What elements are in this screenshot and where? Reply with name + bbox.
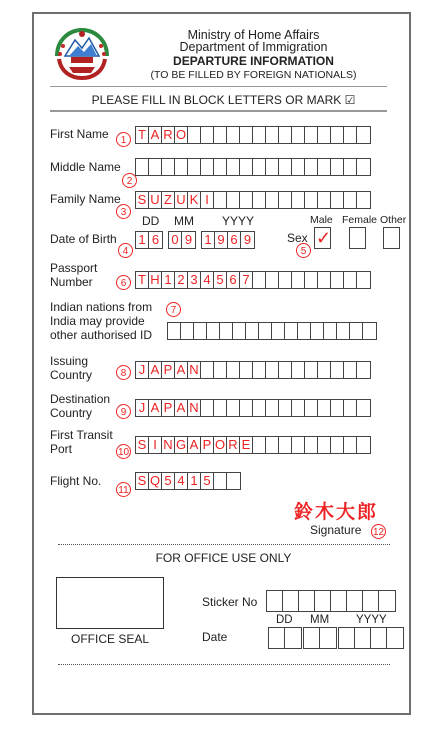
letter-box[interactable]: 0 (169, 232, 182, 248)
middle-name-label: Middle Name (50, 160, 121, 174)
letter-box[interactable] (305, 400, 318, 416)
letter-box[interactable] (162, 159, 175, 175)
letter-box[interactable] (246, 323, 259, 339)
letter-box[interactable] (267, 591, 283, 611)
letter-box[interactable]: N (162, 437, 175, 453)
letter-box[interactable]: 5 (214, 272, 227, 288)
letter-box[interactable] (227, 400, 240, 416)
issuing-country-label-line2: Country (50, 368, 93, 382)
passport-label-line1: Passport (50, 261, 98, 275)
letter-box[interactable] (331, 159, 344, 175)
letter-box[interactable]: A (175, 362, 188, 378)
departure-card (32, 12, 411, 715)
letter-box[interactable] (259, 323, 272, 339)
letter-box[interactable] (318, 192, 331, 208)
first-name-boxes[interactable] (135, 126, 371, 144)
letter-box[interactable] (253, 159, 266, 175)
family-name-boxes[interactable] (135, 191, 371, 209)
letter-box[interactable] (292, 192, 305, 208)
letter-box[interactable] (318, 272, 331, 288)
field-number-4: 4 (118, 243, 133, 258)
letter-box[interactable]: S (136, 192, 149, 208)
letter-box[interactable] (318, 437, 331, 453)
letter-box[interactable]: S (136, 437, 149, 453)
instruction-text: PLEASE FILL IN BLOCK LETTERS OR MARK (91, 93, 342, 107)
letter-box[interactable]: S (136, 473, 149, 489)
letter-box[interactable] (227, 362, 240, 378)
letter-box[interactable] (344, 272, 357, 288)
letter-box[interactable] (292, 272, 305, 288)
letter-box[interactable]: R (162, 127, 175, 143)
letter-box[interactable]: 1 (202, 232, 215, 248)
letter-box[interactable] (279, 127, 292, 143)
letter-box[interactable]: 6 (228, 232, 241, 248)
letter-box[interactable]: 6 (151, 232, 160, 247)
middle-name-boxes[interactable] (135, 158, 371, 176)
sex-label: Sex (287, 231, 308, 245)
letter-box[interactable]: 1 (162, 272, 175, 288)
signature-label: Signature (310, 523, 362, 537)
letter-box[interactable] (207, 323, 220, 339)
letter-box[interactable] (292, 362, 305, 378)
transit-port-boxes[interactable] (135, 436, 371, 454)
indian-id-label-line2: India may provide (50, 314, 145, 328)
letter-box[interactable] (305, 272, 318, 288)
letter-box[interactable]: J (136, 362, 149, 378)
letter-box[interactable]: 1 (188, 473, 201, 489)
office-date-day-boxes[interactable] (268, 627, 302, 649)
indian-id-label-line1: Indian nations from (50, 300, 153, 314)
letter-box[interactable] (240, 192, 253, 208)
letter-box[interactable]: U (149, 192, 162, 208)
office-dd-label: DD (276, 614, 293, 626)
letter-box[interactable] (331, 400, 344, 416)
letter-box[interactable] (253, 272, 266, 288)
letter-box[interactable]: I (201, 192, 214, 208)
letter-box[interactable] (201, 159, 214, 175)
field-number-8: 8 (116, 365, 131, 380)
passport-label-line2: Number (50, 275, 93, 289)
sex-male-label: Male (310, 214, 333, 226)
letter-box[interactable] (175, 159, 188, 175)
letter-box[interactable]: P (162, 400, 175, 416)
letter-box[interactable]: 9 (215, 232, 228, 248)
letter-box[interactable] (214, 362, 227, 378)
letter-box[interactable] (357, 159, 370, 175)
letter-box[interactable]: G (175, 437, 187, 452)
letter-box[interactable]: E (240, 437, 253, 453)
letter-box[interactable] (344, 159, 357, 175)
letter-box[interactable] (201, 127, 214, 143)
letter-box[interactable]: 9 (184, 232, 193, 247)
letter-box[interactable]: 1 (136, 232, 149, 248)
letter-box[interactable] (227, 192, 240, 208)
letter-box[interactable] (240, 159, 253, 175)
letter-box[interactable]: Z (162, 192, 175, 208)
letter-box[interactable] (357, 400, 370, 416)
sex-female-label: Female (342, 214, 378, 226)
letter-box[interactable] (379, 591, 395, 611)
office-seal-label: OFFICE SEAL (70, 632, 150, 646)
dob-day-boxes[interactable] (135, 231, 163, 249)
sex-other-label: Other (380, 214, 407, 226)
letter-box[interactable] (305, 437, 318, 453)
letter-box[interactable] (269, 628, 285, 648)
letter-box[interactable]: 5 (201, 473, 214, 489)
letter-box[interactable]: P (162, 362, 175, 378)
letter-box[interactable] (240, 127, 253, 143)
letter-box[interactable]: 6 (227, 272, 240, 288)
letter-box[interactable] (253, 127, 266, 143)
letter-box[interactable] (337, 323, 350, 339)
letter-box[interactable] (387, 628, 403, 648)
letter-box[interactable] (357, 127, 370, 143)
letter-box[interactable] (292, 127, 305, 143)
letter-box[interactable] (305, 192, 318, 208)
field-number-10: 10 (116, 444, 131, 459)
letter-box[interactable] (363, 591, 379, 611)
field-number-7: 7 (166, 302, 181, 317)
letter-box[interactable] (279, 362, 292, 378)
letter-box[interactable]: A (149, 362, 162, 378)
letter-box[interactable] (344, 437, 357, 453)
office-yyyy-label: YYYY (356, 614, 387, 626)
letter-box[interactable] (279, 192, 292, 208)
letter-box[interactable] (304, 628, 320, 648)
divider-top (50, 86, 387, 87)
dotted-divider-bottom (58, 664, 390, 665)
letter-box[interactable] (266, 272, 279, 288)
letter-box[interactable] (350, 323, 363, 339)
letter-box[interactable]: A (188, 437, 201, 453)
letter-box[interactable] (371, 628, 387, 648)
dob-month-boxes[interactable] (168, 231, 196, 249)
letter-box[interactable] (253, 362, 266, 378)
letter-box[interactable] (214, 192, 227, 208)
letter-box[interactable] (344, 192, 357, 208)
letter-box[interactable] (188, 159, 201, 175)
letter-box[interactable]: T (136, 127, 149, 143)
letter-box[interactable]: A (149, 400, 162, 416)
letter-box[interactable] (311, 323, 324, 339)
letter-box[interactable]: 9 (243, 232, 252, 247)
letter-box[interactable] (355, 628, 371, 648)
letter-box[interactable] (214, 473, 227, 489)
letter-box[interactable] (266, 437, 279, 453)
letter-box[interactable] (214, 400, 227, 416)
letter-box[interactable] (318, 400, 331, 416)
letter-box[interactable] (318, 362, 331, 378)
letter-box[interactable] (279, 159, 292, 175)
office-seal-box (56, 577, 164, 629)
field-number-12: 12 (371, 524, 386, 539)
letter-box[interactable] (279, 272, 292, 288)
office-mm-label: MM (310, 614, 330, 626)
letter-box[interactable]: K (188, 192, 201, 208)
letter-box[interactable] (357, 192, 370, 208)
dob-mm-label: MM (174, 214, 194, 228)
letter-box[interactable]: 5 (162, 473, 175, 489)
signature-handwriting: 鈴木大郎 (294, 501, 379, 523)
field-number-2: 2 (122, 173, 137, 188)
instruction-line (34, 93, 413, 107)
flight-no-boxes[interactable] (135, 472, 241, 490)
letter-box[interactable]: 4 (201, 272, 214, 288)
ministry-name: Ministry of Home Affairs (187, 28, 320, 42)
passport-number-boxes[interactable] (135, 271, 371, 289)
letter-box[interactable] (305, 159, 318, 175)
male-checkmark-icon: ✓ (315, 228, 332, 248)
letter-box[interactable] (357, 362, 370, 378)
destination-country-label-line1: Destination (50, 392, 111, 406)
dotted-divider-office (58, 544, 390, 545)
letter-box[interactable] (168, 323, 181, 339)
letter-box[interactable] (347, 591, 363, 611)
letter-box[interactable] (339, 628, 355, 648)
indian-id-boxes[interactable] (167, 322, 377, 340)
letter-box[interactable] (240, 362, 253, 378)
indian-id-label-line3: other authorised ID (50, 328, 153, 342)
dob-year-boxes[interactable] (201, 231, 255, 249)
letter-box[interactable] (266, 127, 279, 143)
letter-box[interactable] (318, 127, 331, 143)
destination-country-label-line2: Country (50, 406, 93, 420)
letter-box[interactable] (240, 400, 253, 416)
letter-box[interactable]: 7 (240, 272, 253, 288)
letter-box[interactable] (315, 591, 331, 611)
sex-male-checkbox[interactable] (314, 227, 331, 249)
destination-country-boxes[interactable] (135, 399, 371, 417)
letter-box[interactable] (299, 591, 315, 611)
letter-box[interactable] (253, 400, 266, 416)
letter-box[interactable] (331, 192, 344, 208)
letter-box[interactable]: Q (149, 473, 161, 488)
letter-box[interactable] (318, 159, 331, 175)
letter-box[interactable]: H (149, 272, 162, 288)
dob-dd-label: DD (142, 214, 160, 228)
sticker-no-label: Sticker No (202, 595, 258, 609)
letter-box[interactable] (292, 159, 305, 175)
letter-box[interactable]: P (201, 437, 214, 453)
letter-box[interactable] (298, 323, 311, 339)
letter-box[interactable] (285, 323, 298, 339)
letter-box[interactable]: T (136, 272, 149, 288)
office-date-year-boxes[interactable] (338, 627, 404, 649)
office-date-month-boxes[interactable] (303, 627, 337, 649)
letter-box[interactable] (227, 127, 240, 143)
transit-port-label-line2: Port (50, 442, 73, 456)
letter-box[interactable] (181, 323, 194, 339)
letter-box[interactable] (363, 323, 376, 339)
letter-box[interactable] (331, 127, 344, 143)
issuing-country-label-line1: Issuing (50, 354, 89, 368)
checkbox-mark-icon: ☑ (344, 93, 356, 107)
letter-box[interactable] (214, 159, 227, 175)
dob-label: Date of Birth (50, 232, 117, 246)
letter-box[interactable] (266, 159, 279, 175)
letter-box[interactable] (279, 400, 292, 416)
letter-box[interactable]: 4 (175, 473, 188, 489)
field-number-3: 3 (116, 204, 131, 219)
letter-box[interactable] (233, 323, 246, 339)
sex-female-checkbox[interactable] (349, 227, 366, 249)
transit-port-label-line1: First Transit (50, 428, 113, 442)
letter-box[interactable] (324, 323, 337, 339)
letter-box[interactable] (266, 192, 279, 208)
letter-box[interactable] (214, 127, 227, 143)
letter-box[interactable] (331, 591, 347, 611)
letter-box[interactable] (279, 437, 292, 453)
letter-box[interactable] (272, 323, 285, 339)
letter-box[interactable]: J (136, 400, 149, 416)
field-number-11: 11 (116, 482, 131, 497)
letter-box[interactable] (285, 628, 301, 648)
letter-box[interactable]: N (188, 362, 201, 378)
letter-box[interactable] (357, 437, 370, 453)
office-date-label: Date (202, 630, 228, 644)
letter-box[interactable]: O (214, 437, 226, 452)
letter-box[interactable] (292, 400, 305, 416)
divider-instruction (50, 110, 387, 112)
department-name: Department of Immigration (179, 40, 328, 54)
issuing-country-boxes[interactable] (135, 361, 371, 379)
field-number-1: 1 (116, 132, 131, 147)
letter-box[interactable] (283, 591, 299, 611)
letter-box[interactable] (253, 192, 266, 208)
family-name-label: Family Name (50, 192, 121, 206)
letter-box[interactable] (194, 323, 207, 339)
sticker-no-boxes[interactable] (266, 590, 396, 612)
letter-box[interactable] (220, 323, 233, 339)
form-subtitle: (TO BE FILLED BY FOREIGN NATIONALS) (150, 69, 357, 81)
letter-box[interactable] (227, 473, 240, 489)
letter-box[interactable] (305, 127, 318, 143)
office-heading: FOR OFFICE USE ONLY (155, 551, 292, 565)
sex-other-checkbox[interactable] (383, 227, 400, 249)
letter-box[interactable]: A (149, 127, 162, 143)
letter-box[interactable]: N (188, 400, 201, 416)
letter-box[interactable]: R (227, 437, 240, 453)
letter-box[interactable] (331, 362, 344, 378)
letter-box[interactable]: O (175, 127, 187, 142)
letter-box[interactable] (253, 437, 266, 453)
letter-box[interactable]: A (175, 400, 188, 416)
letter-box[interactable] (201, 400, 214, 416)
letter-box[interactable] (344, 362, 357, 378)
letter-box[interactable] (227, 159, 240, 175)
letter-box[interactable] (344, 127, 357, 143)
letter-box[interactable]: 3 (188, 272, 201, 288)
field-number-5: 5 (296, 243, 311, 258)
letter-box[interactable] (292, 437, 305, 453)
letter-box[interactable] (188, 127, 201, 143)
letter-box[interactable] (331, 272, 344, 288)
letter-box[interactable] (320, 628, 336, 648)
letter-box[interactable]: U (175, 192, 188, 208)
first-name-label: First Name (50, 127, 109, 141)
letter-box[interactable] (136, 159, 149, 175)
form-title: DEPARTURE INFORMATION (173, 54, 334, 68)
letter-box[interactable] (344, 400, 357, 416)
letter-box[interactable] (266, 400, 279, 416)
letter-box[interactable] (357, 272, 370, 288)
letter-box[interactable] (305, 362, 318, 378)
dob-yyyy-label: YYYY (222, 214, 255, 228)
letter-box[interactable] (201, 362, 214, 378)
letter-box[interactable] (266, 362, 279, 378)
letter-box[interactable]: I (149, 437, 162, 453)
field-number-9: 9 (116, 404, 131, 419)
letter-box[interactable] (331, 437, 344, 453)
letter-box[interactable] (149, 159, 162, 175)
letter-box[interactable]: 2 (175, 272, 188, 288)
field-number-6: 6 (116, 275, 131, 290)
flight-no-label: Flight No. (50, 474, 102, 488)
